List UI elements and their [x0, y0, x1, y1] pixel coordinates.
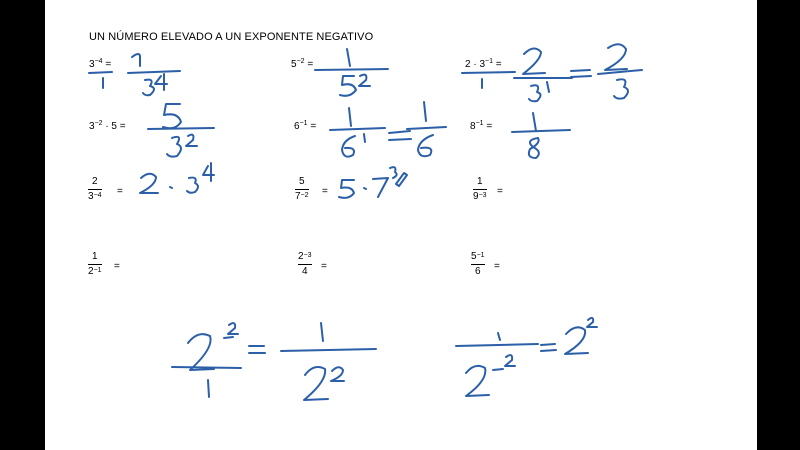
page-title: UN NÚMERO ELEVADO A UN EXPONENTE NEGATIVO — [89, 31, 374, 43]
exercise-3: $2 \cdot 3^{-1}$ = — [465, 58, 502, 70]
handwriting-ex7 — [140, 163, 214, 193]
exercise-8-equals: = — [322, 186, 328, 197]
handwriting-ex6 — [512, 113, 570, 158]
exercise-10-fraction: 1 $2^{-1}$ — [88, 251, 102, 277]
handwriting-ex5 — [330, 102, 446, 157]
exercise-11-equals: = — [321, 261, 327, 272]
exercise-5: $6^{-1}$ = — [294, 120, 317, 132]
handwriting-ex3 — [462, 44, 642, 101]
handwriting-bottom-left — [172, 323, 376, 400]
exercise-9-fraction: 1 $9^{-3}$ — [473, 176, 487, 202]
handwriting-bottom-right — [456, 318, 597, 396]
exercise-12-equals: = — [494, 261, 500, 272]
exercise-7-equals: = — [117, 186, 123, 197]
exercise-8-fraction: 5 $7^{-2}$ — [295, 176, 309, 202]
handwriting-ex8 — [339, 167, 407, 198]
exercise-10-equals: = — [114, 261, 120, 272]
exercise-7-fraction: 2 $3^{-4}$ — [88, 176, 102, 202]
exercise-9-equals: = — [497, 186, 503, 197]
exercise-6: $8^{-1}$ = — [470, 120, 493, 132]
exercise-4: $3^{-2} \cdot 5$ = — [89, 120, 126, 132]
handwriting-ex2 — [315, 49, 388, 96]
handwriting-ex4 — [148, 104, 214, 157]
handwriting-ex1 — [89, 54, 180, 95]
exercise-12-fraction: $5^{-1}$ 6 — [471, 251, 485, 277]
exercise-1: $3^{-4}$ = — [89, 58, 112, 70]
exercise-2: $5^{-2}$ = — [291, 58, 314, 70]
exercise-11-fraction: $2^{-3}$ 4 — [298, 251, 312, 277]
